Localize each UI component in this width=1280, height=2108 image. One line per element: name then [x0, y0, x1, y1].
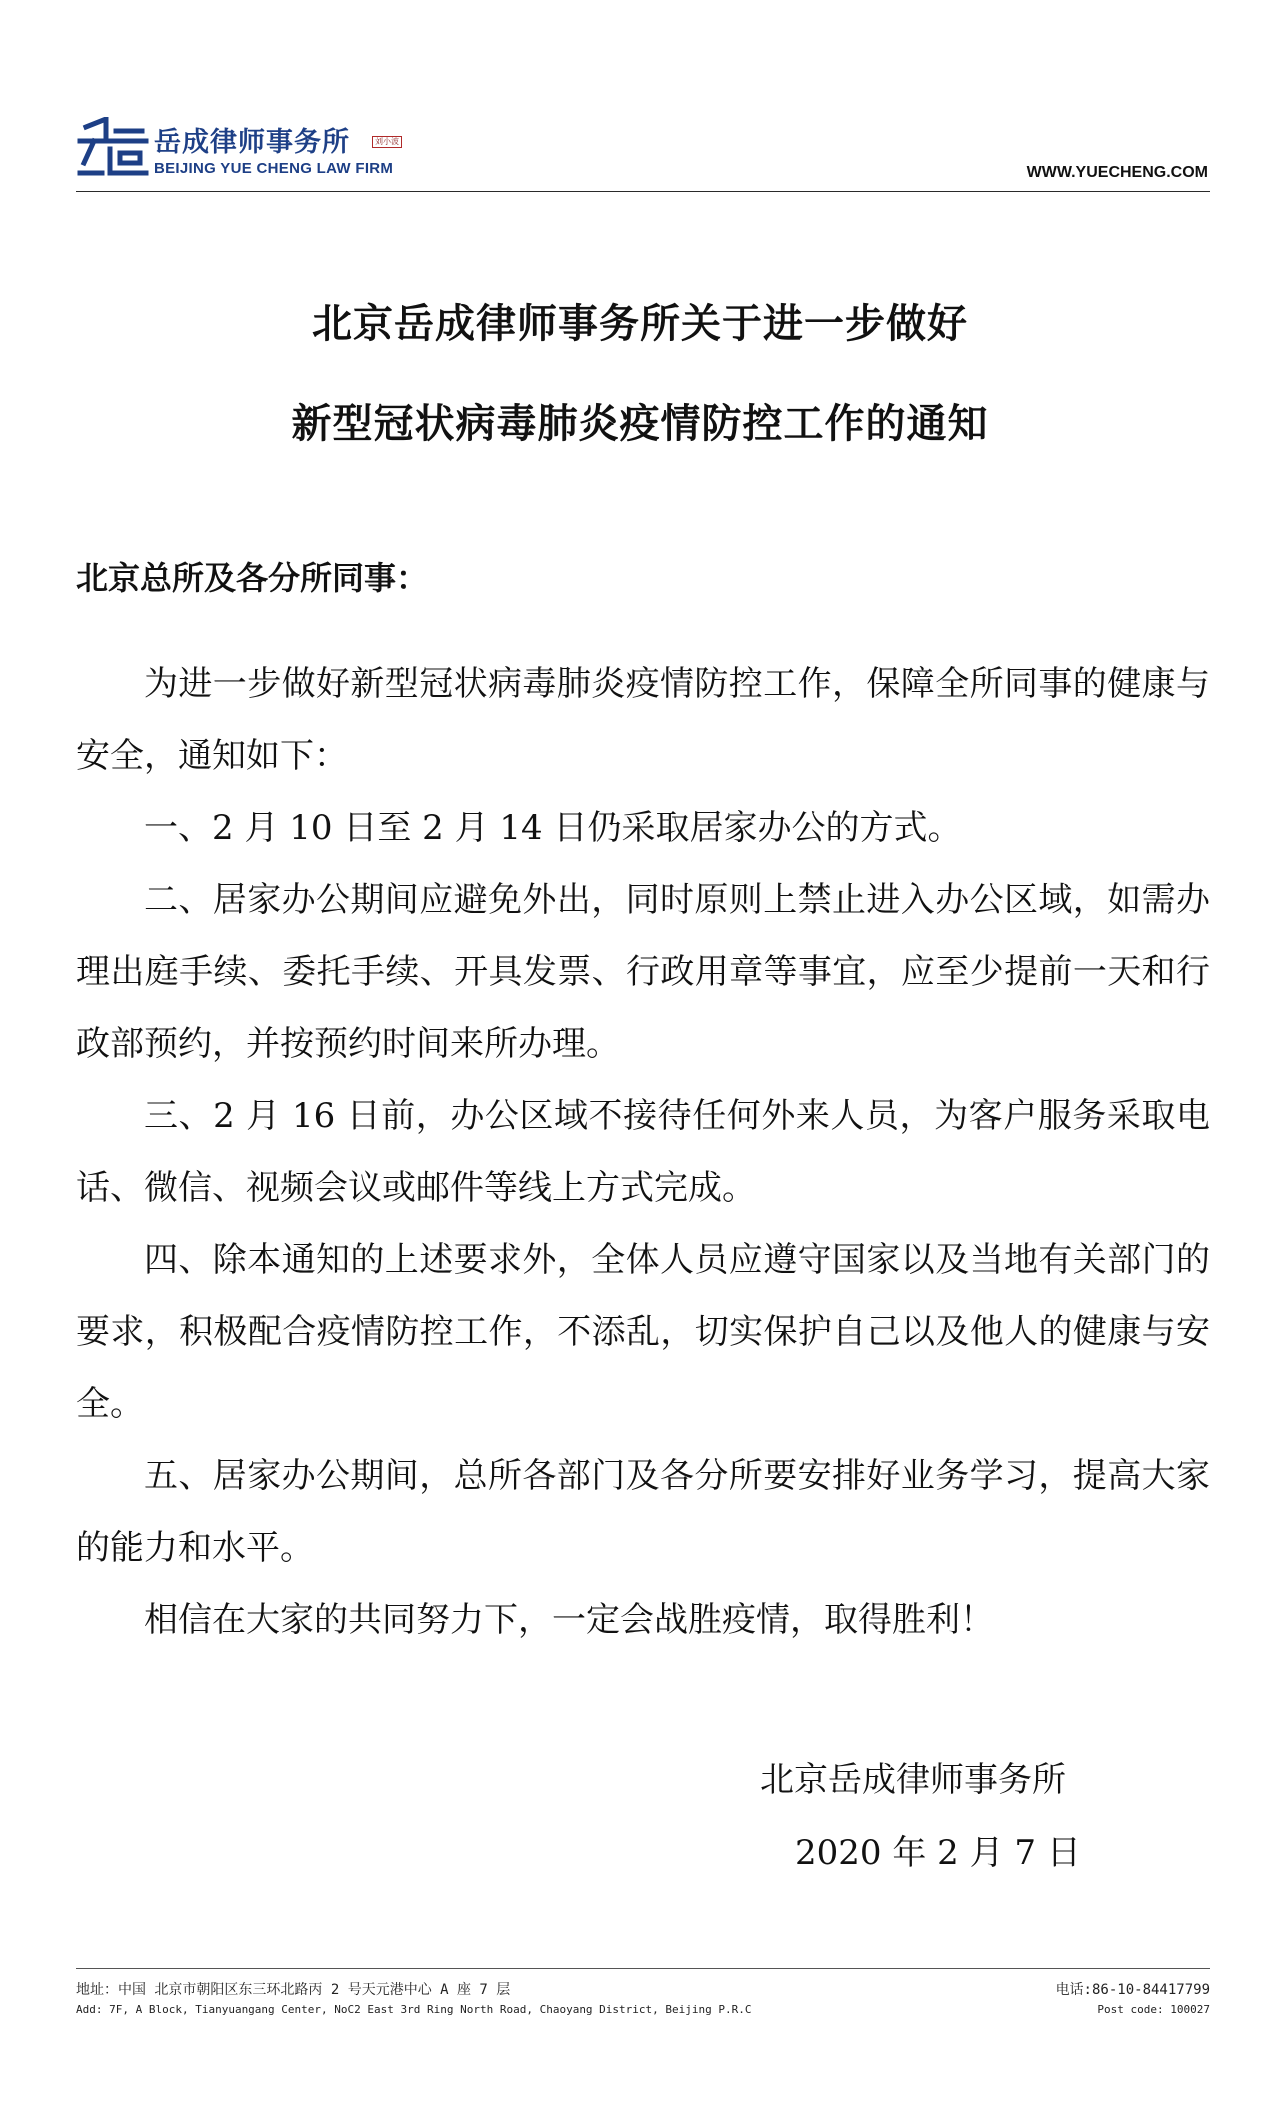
signature-seal: 刘小波 [372, 136, 402, 148]
notice-title-line-2: 新型冠状病毒肺炎疫情防控工作的通知 [291, 401, 989, 447]
salutation: 北京总所及各分所同事： [76, 559, 429, 597]
signature-date: 2020 年 2 月 7 日 [795, 1833, 1081, 1873]
paragraph-item-4: 四、除本通知的上述要求外，全体人员应遵守国家以及当地有关部门的要求，积极配合疫情防控工作，不添乱，切实保护自己以及他人的健康与安全。 [76, 1240, 1210, 1424]
website-url: WWW.YUECHENG.COM [1026, 164, 1208, 181]
firm-logo-icon [76, 117, 150, 179]
notice-title-line-1: 北京岳成律师事务所关于进一步做好 [312, 301, 968, 347]
signature-organization: 北京岳成律师事务所 [760, 1760, 1066, 1800]
firm-name-cn: 岳成律师事务所 [154, 127, 350, 158]
paragraph-intro: 为进一步做好新型冠状病毒肺炎疫情防控工作，保障全所同事的健康与安全，通知如下： [76, 664, 1210, 776]
paragraph-item-3: 三、2 月 16 日前，办公区域不接待任何外来人员，为客户服务采取电话、微信、视频会议或邮件等线上方式完成。 [76, 1096, 1210, 1208]
paragraph-item-2: 二、居家办公期间应避免外出，同时原则上禁止进入办公区域，如需办理出庭手续、委托手续、开具发票、行政用章等事宜，应至少提前一天和行政部预约，并按预约时间来所办理。 [76, 880, 1210, 1064]
letterhead [0, 0, 1280, 200]
footer-address-cn: 地址：中国 北京市朝阳区东三环北路丙 2 号天元港中心 A 座 7 层 [76, 1982, 511, 1998]
footer-postcode: Post code: 100027 [1097, 2003, 1210, 2016]
notice-body [76, 648, 1210, 1656]
paragraph-closing: 相信在大家的共同努力下，一定会战胜疫情，取得胜利！ [144, 1600, 994, 1640]
footer-divider [76, 1968, 1210, 1969]
header-divider [76, 191, 1210, 192]
paragraph-item-5: 五、居家办公期间，总所各部门及各分所要安排好业务学习，提高大家的能力和水平。 [76, 1456, 1210, 1568]
firm-name-en: BEIJING YUE CHENG LAW FIRM [154, 160, 394, 177]
paragraph-item-1: 一、2 月 10 日至 2 月 14 日仍采取居家办公的方式。 [144, 808, 962, 848]
footer-phone: 电话:86-10-84417799 [1055, 1982, 1210, 1998]
footer-address-en: Add: 7F, A Block, Tianyuangang Center, NoC2 East 3rd Ring North Road, Chaoyang District, Beijing P.R.C [76, 2003, 752, 2016]
